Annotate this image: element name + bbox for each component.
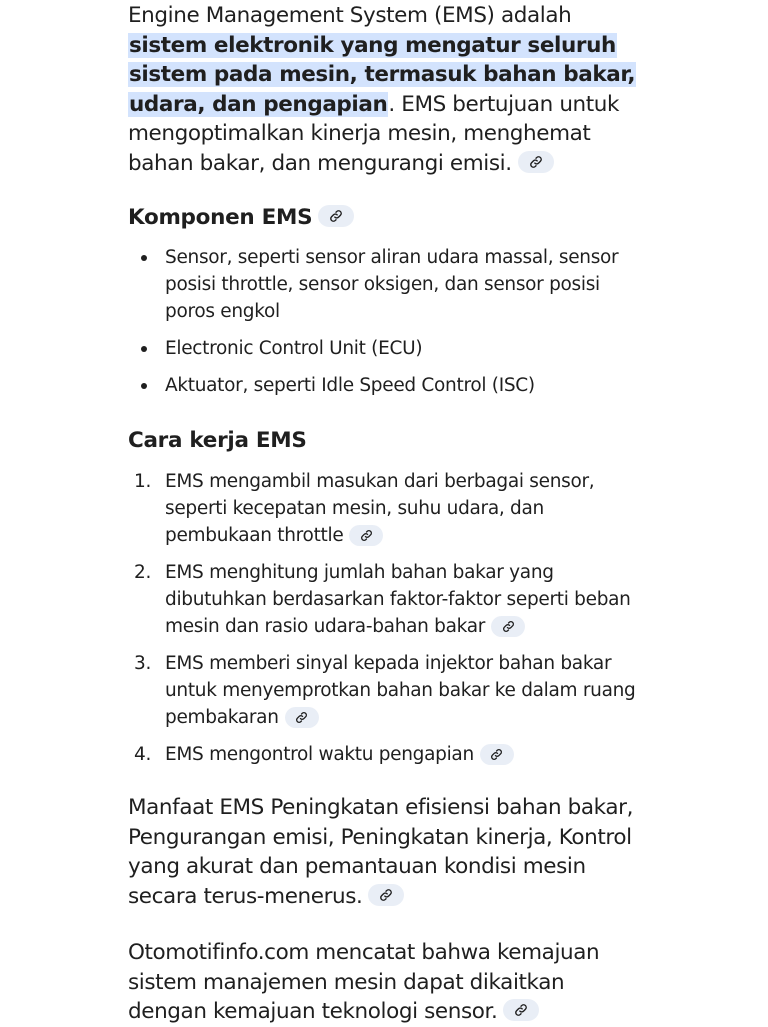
link-icon xyxy=(514,1003,528,1017)
list-item xyxy=(128,335,648,362)
link-icon xyxy=(529,155,543,169)
source-link-chip[interactable] xyxy=(480,744,514,765)
link-icon xyxy=(502,620,515,633)
source-link-chip[interactable] xyxy=(368,884,404,906)
link-icon xyxy=(295,711,308,724)
list-item-text: Sensor, seperti sensor aliran udara massal, sensor posisi throttle, sensor oksigen, dan sensor posisi poros engkol xyxy=(165,247,619,322)
bullet-icon xyxy=(141,383,147,389)
source-link-chip[interactable] xyxy=(503,999,539,1021)
step-number: 1. xyxy=(134,471,152,492)
komponen-heading-text: Komponen EMS xyxy=(128,205,313,230)
list-item-text: EMS mengambil masukan dari berbagai sensor, seperti kecepatan mesin, suhu udara, dan pembukaan throttle xyxy=(165,471,595,546)
source-link-chip[interactable] xyxy=(349,525,383,546)
list-item-text: Electronic Control Unit (ECU) xyxy=(165,338,423,359)
answer-content xyxy=(128,0,648,1027)
komponen-heading xyxy=(128,203,648,233)
list-item xyxy=(128,244,648,325)
intro-paragraph xyxy=(128,1,648,178)
source-link-chip[interactable] xyxy=(318,205,354,227)
list-item xyxy=(128,468,648,549)
bullet-icon xyxy=(141,346,147,352)
list-item-text: EMS menghitung jumlah bahan bakar yang dibutuhkan berdasarkan faktor-faktor seperti beban mesin dan rasio udara-bahan bakar xyxy=(165,562,631,637)
list-item xyxy=(128,650,648,731)
link-icon xyxy=(360,529,373,542)
link-icon xyxy=(329,209,343,223)
otomotif-text: Otomotifinfo.com mencatat bahwa kemajuan sistem manajemen mesin dapat dikaitkan dengan kemajuan teknologi sensor. xyxy=(128,940,600,1024)
cara-kerja-list xyxy=(128,468,648,768)
otomotif-paragraph xyxy=(128,938,648,1027)
komponen-list xyxy=(128,244,648,399)
step-number: 2. xyxy=(134,562,152,583)
list-item-text: EMS memberi sinyal kepada injektor bahan bakar untuk menyemprotkan bahan bakar ke dalam ruang pembakaran xyxy=(165,653,636,728)
manfaat-text: Manfaat EMS Peningkatan efisiensi bahan bakar, Pengurangan emisi, Peningkatan kinerja, Kontrol yang akurat dan pemantauan kondisi mesin secara terus-menerus. xyxy=(128,795,634,909)
bullet-icon xyxy=(141,255,147,261)
step-number: 3. xyxy=(134,653,152,674)
source-link-chip[interactable] xyxy=(491,616,525,637)
manfaat-paragraph xyxy=(128,793,648,911)
list-item-text: EMS mengontrol waktu pengapian xyxy=(165,744,474,765)
intro-text-before: Engine Management System (EMS) adalah xyxy=(128,3,572,28)
list-item xyxy=(128,372,648,399)
list-item xyxy=(128,741,648,768)
source-link-chip[interactable] xyxy=(518,151,554,173)
link-icon xyxy=(379,888,393,902)
intro-highlight: sistem elektronik yang mengatur seluruh sistem pada mesin, termasuk bahan bakar, udara, dan pengapian xyxy=(129,32,636,117)
step-number: 4. xyxy=(134,744,152,765)
source-link-chip[interactable] xyxy=(285,707,319,728)
list-item-text: Aktuator, seperti Idle Speed Control (ISC) xyxy=(165,375,535,396)
intro-text-after: . EMS bertujuan untuk mengoptimalkan kinerja mesin, menghemat bahan bakar, dan mengurangi emisi. xyxy=(128,91,620,176)
cara-kerja-heading: Cara kerja EMS xyxy=(128,428,307,453)
list-item xyxy=(128,559,648,640)
link-icon xyxy=(490,748,503,761)
